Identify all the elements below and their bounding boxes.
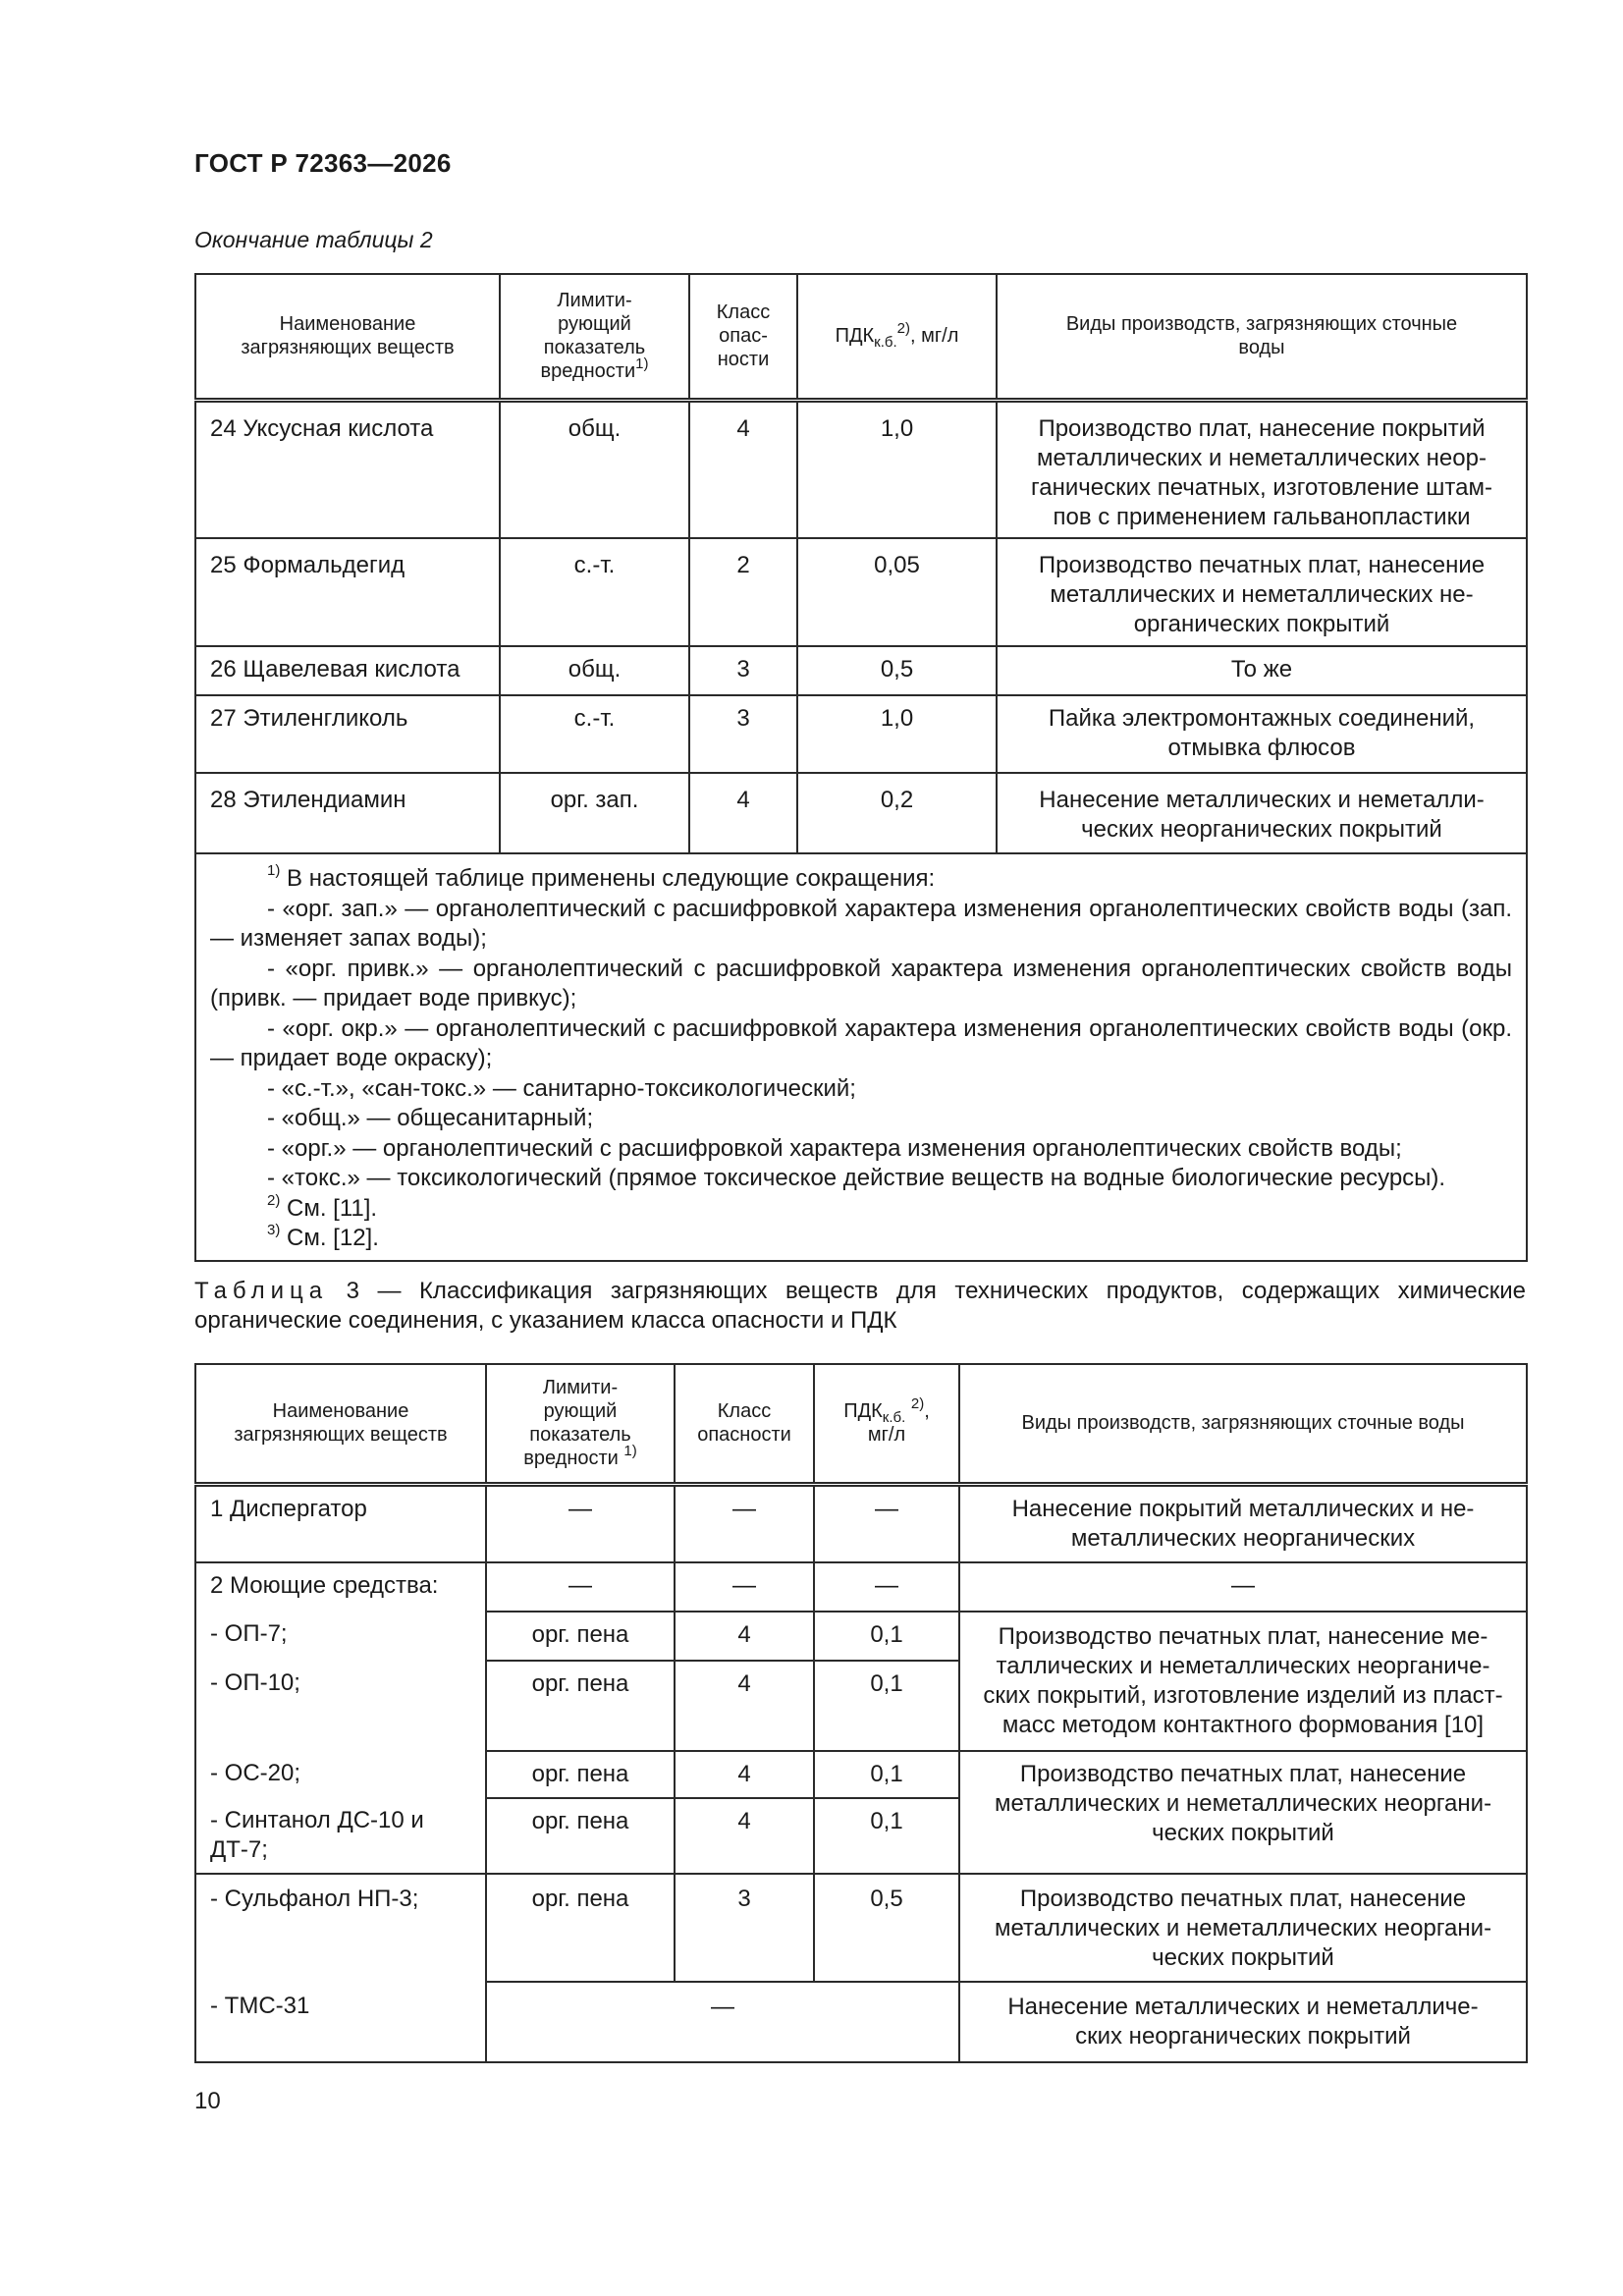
cell-production: Нанесение покрытий металлических и не- металлических неорганических <box>959 1484 1527 1562</box>
cell-limit: орг. пена <box>486 1661 675 1751</box>
cell-name: 26 Щавелевая кислота <box>195 646 500 695</box>
cell-pdk: 1,0 <box>797 695 997 773</box>
cell-production: Производство печатных плат, нанесение металлических и неметаллических неоргани- ческих покрытий <box>959 1751 1527 1874</box>
cell-name: 24 Уксусная кислота <box>195 400 500 538</box>
table-row <box>195 1562 1527 1612</box>
cell-pdk: 0,1 <box>814 1798 959 1874</box>
table-row <box>195 646 1527 695</box>
cell-class: 4 <box>689 773 797 853</box>
header-name: Наименование загрязняющих веществ <box>195 274 500 400</box>
cell-name: - ОП-10; <box>195 1661 486 1751</box>
cell-name: 28 Этилендиамин <box>195 773 500 853</box>
cell-production: Производство плат, нанесение покрытий металлических и неметаллических неор- ганических печатных, изготовление штам- пов с применением гальванопластики <box>997 400 1527 538</box>
cell-class: 4 <box>675 1661 814 1751</box>
cell-limit: орг. пена <box>486 1874 675 1982</box>
table-continuation-label: Окончание таблицы 2 <box>194 227 433 252</box>
header-pdk: $ПДК_{к.б.}^{2)}$, мг/л <box>797 274 997 400</box>
header-production: Виды производств, загрязняющих сточные воды <box>997 274 1527 400</box>
cell-class: 2 <box>689 538 797 646</box>
cell-limit: орг. пена <box>486 1751 675 1798</box>
document-header: ГОСТ Р 72363—2026 <box>194 148 452 178</box>
table-row <box>195 773 1527 853</box>
header-class: Класс опасности <box>675 1364 814 1484</box>
cell-class: 4 <box>675 1751 814 1798</box>
cell-pdk: 0,2 <box>797 773 997 853</box>
note-abbr: - «токс.» — токсикологический (прямое токсическое действие веществ на водные биологические ресурсы). <box>267 1165 1446 1191</box>
cell-limit: общ. <box>500 400 689 538</box>
cell-production: Нанесение металлических и неметалличе- ских неорганических покрытий <box>959 1982 1527 2062</box>
cell-production: Пайка электромонтажных соединений, отмывка флюсов <box>997 695 1527 773</box>
cell-limit: с.-т. <box>500 695 689 773</box>
table-header-row <box>195 1364 1527 1484</box>
header-pdk: $ПДК_{к.б.}$ $^{2)}$, мг/л <box>814 1364 959 1484</box>
cell-name: - Сульфанол НП-3; <box>195 1874 486 1982</box>
note-abbr: - «с.-т.», «сан-токс.» — санитарно-токсикологический; <box>267 1074 856 1102</box>
table-row <box>195 1982 1527 2062</box>
note-abbr: - «орг. окр.» — органолептический с расшифровкой характера изменения органолептических свойств воды (окр. — придает воде окраску); <box>210 1014 1512 1071</box>
cell-production: Нанесение металлических и неметалли- ческих неорганических покрытий <box>997 773 1527 853</box>
cell-class: — <box>675 1484 814 1562</box>
table-3-caption: Таблица 3 — Классификация загрязняющих веществ для технических продуктов, содержащих химические органические соединения, с указанием класса опасности и ПДК <box>194 1278 1526 1334</box>
header-production: Виды производств, загрязняющих сточные воды <box>959 1364 1527 1484</box>
cell-class: 3 <box>689 646 797 695</box>
cell-name: - Синтанол ДС-10 и ДТ-7; <box>195 1798 486 1874</box>
table-row <box>195 400 1527 538</box>
cell-merged-values: — <box>486 1982 959 2062</box>
cell-limit: орг. пена <box>486 1612 675 1661</box>
cell-production: — <box>959 1562 1527 1612</box>
note-abbr: - «орг. привк.» — органолептический с расшифровкой характера изменения органолептических свойств воды (привк. — придает воде привкус); <box>210 955 1512 1011</box>
cell-class: 3 <box>675 1874 814 1982</box>
cell-production: Производство печатных плат, нанесение ме- таллических и неметаллических неорганиче- ских покрытий, изготовление изделий из пласт- масс методом контактного формования [10] <box>959 1612 1527 1751</box>
cell-pdk: — <box>814 1562 959 1612</box>
cell-production: То же <box>997 646 1527 695</box>
cell-class: 4 <box>689 400 797 538</box>
cell-name: 27 Этиленгликоль <box>195 695 500 773</box>
header-limit: Лимити- рующий показатель вредности $^{1)}$ <box>486 1364 675 1484</box>
header-class: Класс опас- ности <box>689 274 797 400</box>
table-row <box>195 1874 1527 1982</box>
cell-pdk: 0,1 <box>814 1751 959 1798</box>
note-abbr: - «общ.» — общесанитарный; <box>267 1105 594 1131</box>
cell-name: - ТМС-31 <box>195 1982 486 2062</box>
cell-class: 4 <box>675 1612 814 1661</box>
cell-name: - ОП-7; <box>195 1612 486 1661</box>
note-1: $^{1)}$ В настоящей таблице применены следующие сокращения: <box>267 862 936 892</box>
note-3: $^{3)}$ См. [12]. <box>267 1222 379 1251</box>
cell-pdk: — <box>814 1484 959 1562</box>
cell-class: — <box>675 1562 814 1612</box>
table-2 <box>194 273 1528 1262</box>
cell-pdk: 1,0 <box>797 400 997 538</box>
cell-pdk: 0,5 <box>797 646 997 695</box>
cell-pdk: 0,5 <box>814 1874 959 1982</box>
cell-limit: общ. <box>500 646 689 695</box>
cell-name: 25 Формальдегид <box>195 538 500 646</box>
cell-production: Производство печатных плат, нанесение металлических и неметаллических не- органических покрытий <box>997 538 1527 646</box>
table-header-row <box>195 274 1527 400</box>
cell-name: 2 Моющие средства: <box>195 1562 486 1612</box>
cell-limit: — <box>486 1562 675 1612</box>
header-name: Наименование загрязняющих веществ <box>195 1364 486 1484</box>
table-row <box>195 1612 1527 1661</box>
note-abbr: - «орг.» — органолептический с расшифровкой характера изменения органолептических свойств воды; <box>267 1134 1402 1162</box>
table-row <box>195 1751 1527 1798</box>
table-3 <box>194 1363 1528 2063</box>
cell-pdk: 0,05 <box>797 538 997 646</box>
cell-pdk: 0,1 <box>814 1612 959 1661</box>
table-row <box>195 695 1527 773</box>
table-notes <box>195 853 1527 1261</box>
cell-limit: — <box>486 1484 675 1562</box>
cell-pdk: 0,1 <box>814 1661 959 1751</box>
note-abbr: - «орг. зап.» — органолептический с расшифровкой характера изменения органолептических свойств воды (зап. — изменяет запах воды); <box>210 895 1512 952</box>
cell-limit: орг. зап. <box>500 773 689 853</box>
header-limit: Лимити- рующий показатель вредности$^{1)}$ <box>500 274 689 400</box>
table-notes-row <box>195 853 1527 1261</box>
table-row <box>195 538 1527 646</box>
cell-production: Производство печатных плат, нанесение металлических и неметаллических неоргани- ческих покрытий <box>959 1874 1527 1982</box>
note-2: $^{2)}$ См. [11]. <box>267 1191 378 1222</box>
cell-name: 1 Диспергатор <box>195 1484 486 1562</box>
cell-limit: с.-т. <box>500 538 689 646</box>
cell-class: 3 <box>689 695 797 773</box>
cell-name: - ОС-20; <box>195 1751 486 1798</box>
table-row <box>195 1484 1527 1562</box>
cell-class: 4 <box>675 1798 814 1874</box>
cell-limit: орг. пена <box>486 1798 675 1874</box>
page-number: 10 <box>194 2088 221 2114</box>
